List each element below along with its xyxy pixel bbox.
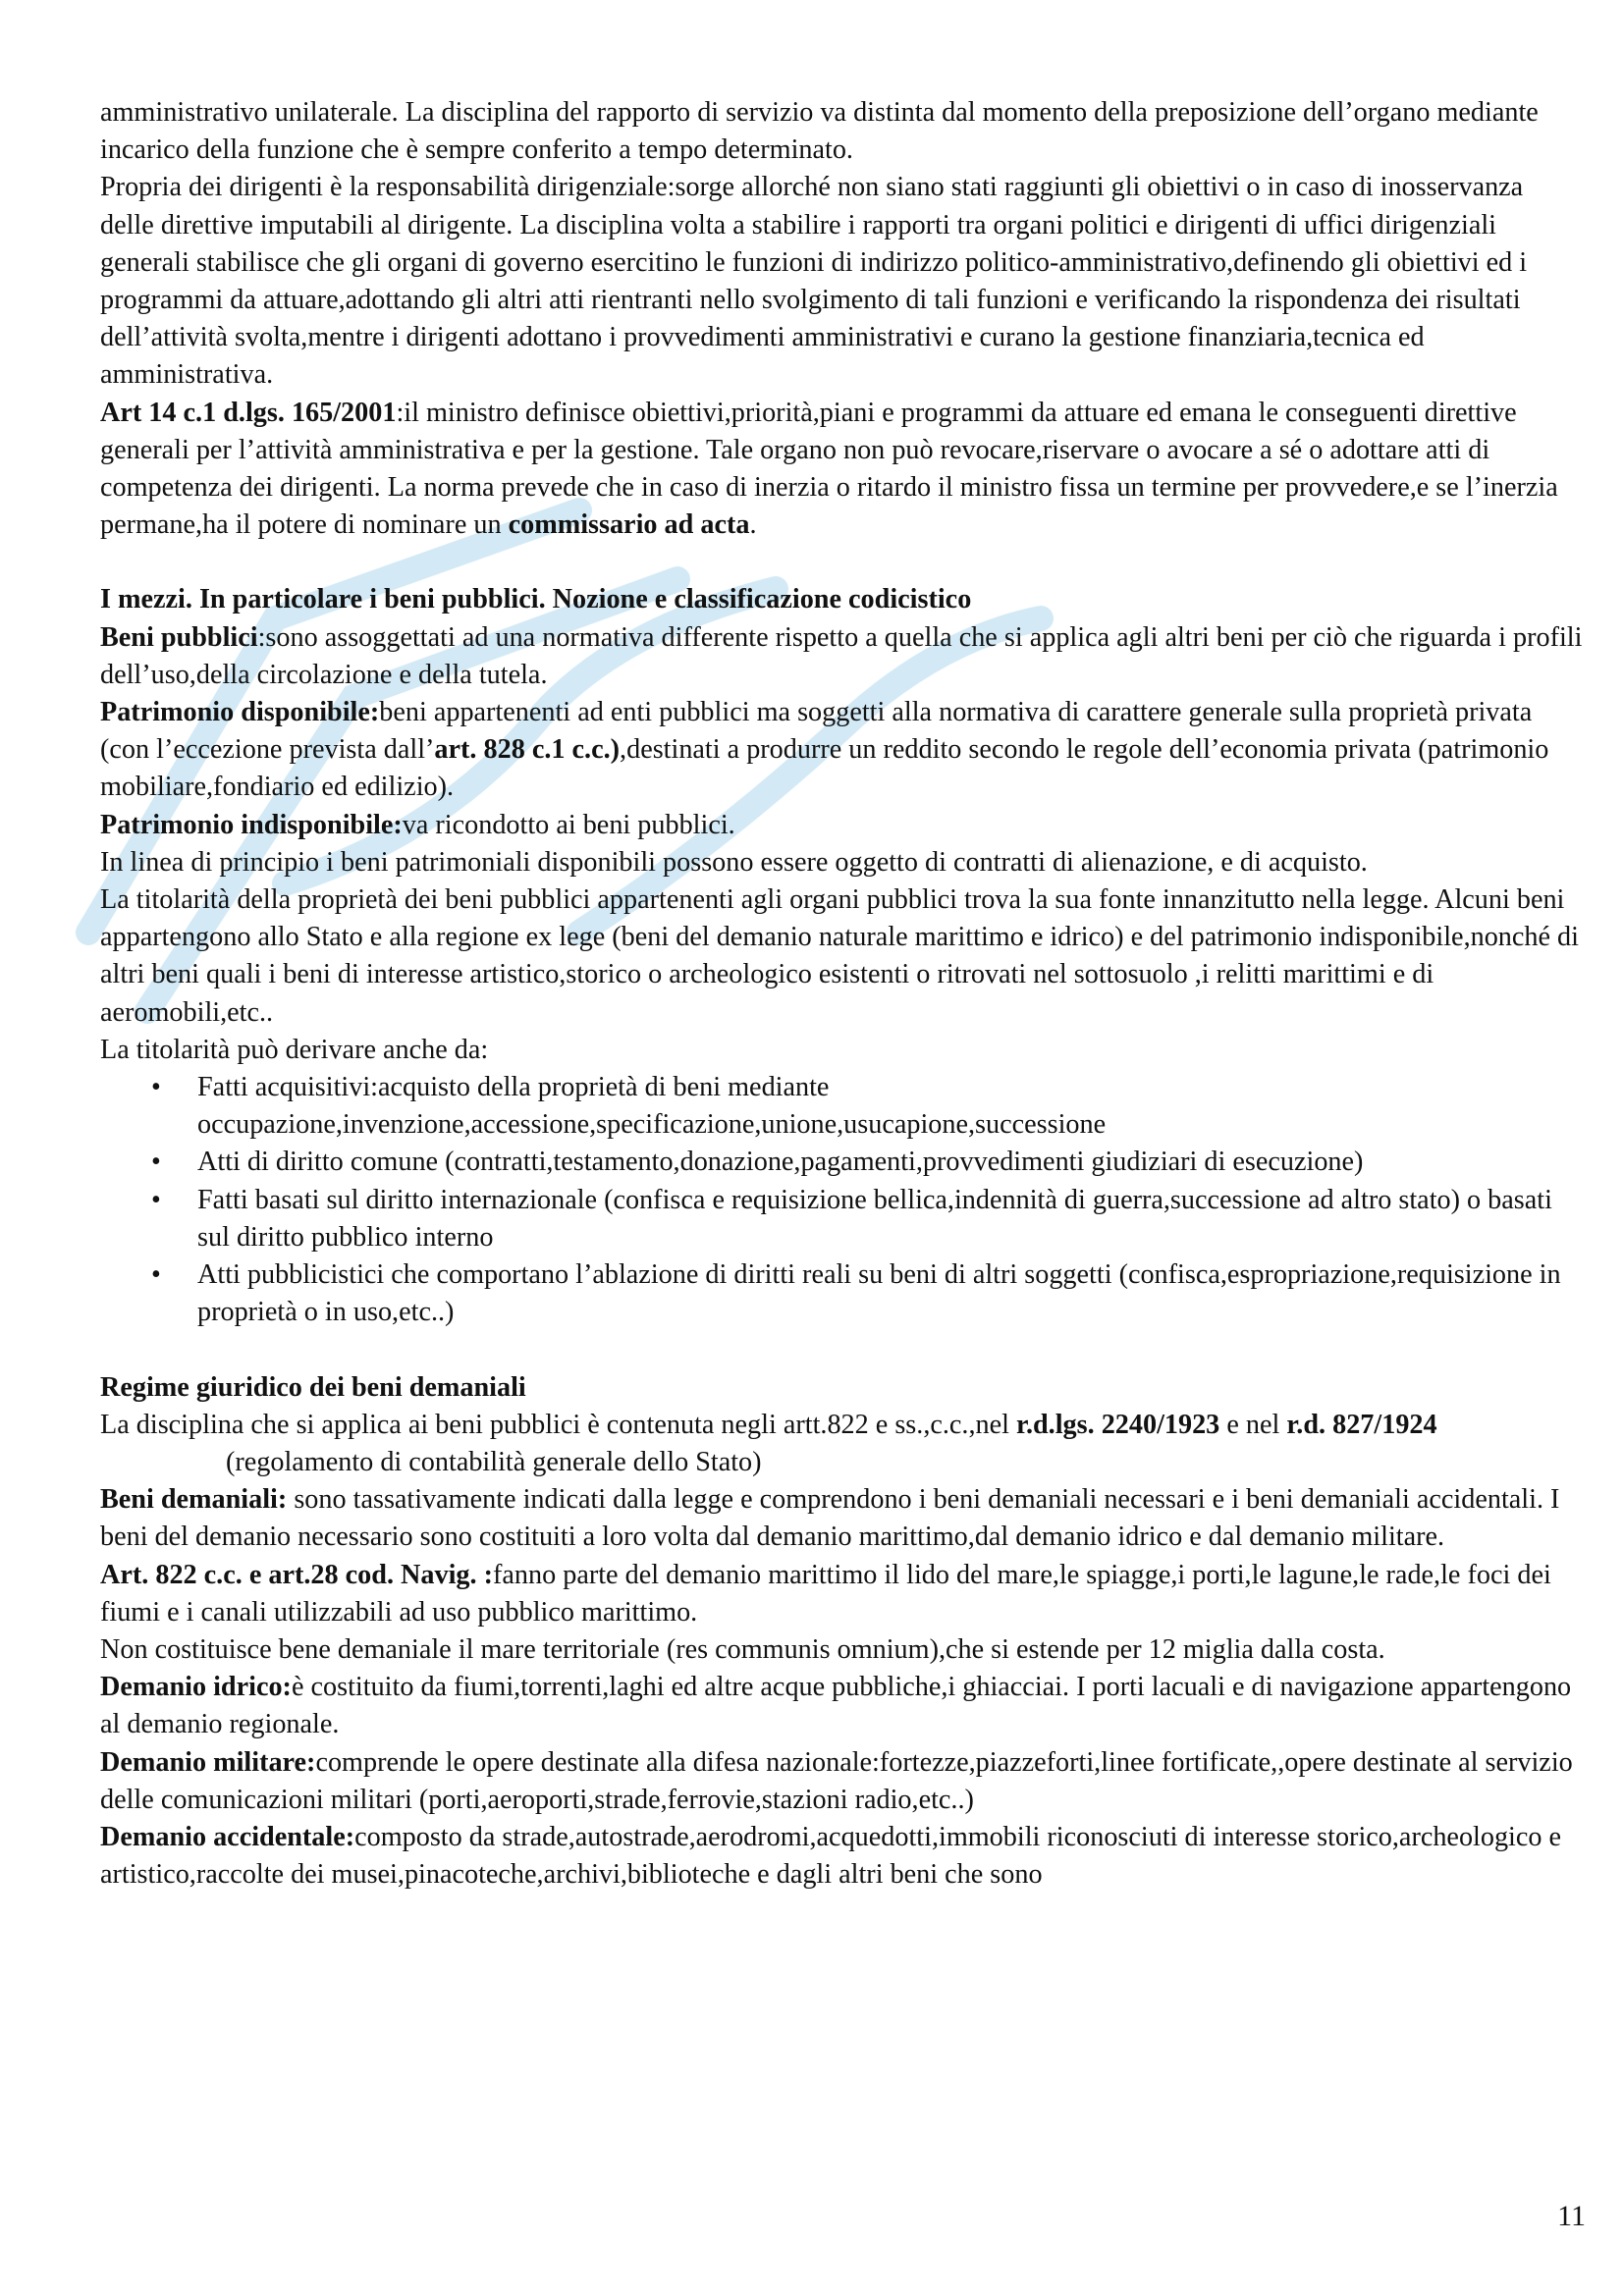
bullet-list	[100, 1069, 1583, 1331]
text-run: è costituito da fiumi,torrenti,laghi ed altre acque pubbliche,i ghiacciai. I porti lacuali e di navigazione appartengono al demanio regionale.	[100, 1672, 1572, 1740]
text-run: composto da strade,autostrade,aerodromi,acquedotti,immobili riconosciuti di interesse storico,archeologico e artistico,raccolte dei musei,pinacoteche,archivi,biblioteche e dagli altri beni che sono	[100, 1821, 1562, 1891]
paragraph	[100, 807, 1583, 844]
bold-text: Art 14 c.1 d.lgs. 165/2001	[100, 397, 397, 428]
paragraph	[100, 1631, 1583, 1669]
text-run: Non costituisce bene demaniale il mare territoriale (res communis omnium),che si estende per 12 miglia dalla costa.	[100, 1633, 1385, 1665]
bold-text: r.d. 827/1924	[1286, 1409, 1437, 1440]
text-run: Propria dei dirigenti è la responsabilità dirigenziale:sorge allorché non siano stati raggiunti gli obiettivi o in caso di inosservanza delle direttive imputabili al dirigente. La disciplina volta a stabilire i rapporti tra organi politici e dirigenti di uffici dirigenziali generali stabilisce che gli organi di governo esercitino le funzioni di indirizzo politico-amministrativo,definendo gli obiettivi ed i programmi da attuare,adottando gli altri atti rientranti nello svolgimento di tali funzioni e verificando la rispondenza dei risultati dell’attività svolta,mentre i dirigenti adottano i provvedimenti amministrativi e curano la gestione finanziaria,tecnica ed amministrativa.	[100, 172, 1528, 391]
section-heading	[100, 1369, 1583, 1407]
section-heading	[100, 581, 1583, 618]
paragraph	[100, 1407, 1583, 1481]
text-run: La titolarità della proprietà dei beni pubblici appartenenti agli organi pubblici trova la sua fonte innanzitutto nella legge. Alcuni beni appartengono allo Stato e alla regione ex lege (beni del demanio naturale marittimo e idrico) e del patrimonio indisponibile,nonché di altri beni quali i beni di interesse artistico,storico o archeologico esistenti o ritrovati nel sottosuolo ,i relitti marittimi e di aeromobili,etc..	[100, 884, 1579, 1028]
bold-text: Beni pubblici	[100, 621, 258, 653]
page-body	[100, 94, 1583, 1894]
paragraph	[100, 844, 1583, 881]
bold-text: Demanio militare:	[100, 1746, 316, 1778]
paragraph	[100, 395, 1583, 545]
list-item: • Atti di diritto comune (contratti,testamento,donazione,pagamenti,provvedimenti giudiziari di esecuzione)	[100, 1144, 1583, 1181]
text-run: (regolamento di contabilità generale dello Stato)	[226, 1446, 762, 1477]
page-number: 11	[1557, 2200, 1586, 2232]
bold-text: Demanio accidentale:	[100, 1821, 355, 1852]
bold-text: Demanio idrico:	[100, 1672, 292, 1703]
text-run: amministrativo unilaterale. La disciplina del rapporto di servizio va distinta dal momento della preposizione dell’organo mediante incarico della funzione che è sempre conferito a tempo determinato.	[100, 97, 1539, 166]
bold-text: r.d.lgs. 2240/1923	[1016, 1409, 1220, 1440]
list-item: • Fatti acquisitivi:acquisto della proprietà di beni mediante occupazione,invenzione,accessione,specificazione,unione,usucapione,successione	[100, 1069, 1583, 1144]
text-run: In linea di principio i beni patrimoniali disponibili possono essere oggetto di contratti di alienazione, e di acquisto.	[100, 846, 1368, 878]
paragraph	[100, 1557, 1583, 1631]
list-item: • Fatti basati sul diritto internazionale (confisca e requisizione bellica,indennità di guerra,successione ad altro stato) o basati sul diritto pubblico interno	[100, 1182, 1583, 1256]
bold-text: Patrimonio indisponibile:	[100, 809, 403, 840]
bold-text: Beni demaniali:	[100, 1484, 288, 1516]
list-item: • Atti pubblicistici che comportano l’ablazione di diritti reali su beni di altri soggetti (confisca,espropriazione,requisizione in proprietà o in uso,etc..)	[100, 1256, 1583, 1331]
paragraph	[100, 1481, 1583, 1556]
bold-text: Patrimonio disponibile:	[100, 697, 380, 728]
paragraph	[100, 619, 1583, 694]
text-run: e nel	[1219, 1409, 1287, 1440]
text-run: La disciplina che si applica ai beni pubblici è contenuta negli artt.822 e ss.,c.c.,nel	[100, 1409, 1017, 1440]
text-run: .	[749, 509, 757, 541]
paragraph	[100, 94, 1583, 169]
paragraph	[100, 1669, 1583, 1743]
text-run: :il ministro definisce obiettivi,priorità,piani e programmi da attuare ed emana le conseguenti direttive generali per l’attività amministrativa e per la gestione. Tale organo non può revocare,riservare o avocare a sé o adottare atti di competenza dei dirigenti. La norma prevede che in caso di inerzia o ritardo il ministro fissa un termine per provvedere,e se l’inerzia permane,ha il potere di nominare un	[100, 397, 1558, 541]
bold-text: art. 828 c.1 c.c.)	[434, 734, 621, 766]
text-run: comprende le opere destinate alla difesa nazionale:fortezze,piazzeforti,linee fortificate,,opere destinate al servizio delle comunicazioni militari (porti,aeroporti,strade,ferrovie,stazioni radio,etc..)	[100, 1746, 1573, 1815]
paragraph	[100, 694, 1583, 807]
paragraph	[100, 1032, 1583, 1069]
text-run: sono tassativamente indicati dalla legge e comprendono i beni demaniali necessari e i beni demaniali accidentali. I beni del demanio necessario sono costituiti a loro volta dal demanio marittimo,dal demanio idrico e dal demanio militare.	[100, 1484, 1560, 1553]
text-run: La titolarità può derivare anche da:	[100, 1034, 489, 1065]
bold-text: I mezzi. In particolare i beni pubblici. Nozione e classificazione codicistico	[100, 584, 972, 615]
paragraph	[100, 169, 1583, 394]
text-run: ,destinati a produrre un reddito secondo le regole dell’economia privata (patrimonio mobiliare,fondiario ed edilizio).	[100, 734, 1549, 803]
bold-text: commissario ad acta	[508, 509, 750, 541]
text-run: fanno parte del demanio marittimo il lido del mare,le spiagge,i porti,le lagune,le rade,le foci dei fiumi e i canali utilizzabili ad uso pubblico marittimo.	[100, 1559, 1551, 1628]
paragraph	[100, 1744, 1583, 1819]
text-run: va ricondotto ai beni pubblici.	[402, 809, 735, 840]
paragraph-spacer	[100, 544, 1583, 581]
paragraph	[100, 1819, 1583, 1894]
text-run: beni appartenenti ad enti pubblici ma soggetti alla normativa di carattere generale sulla proprietà privata (con l’eccezione prevista dall’	[100, 697, 1533, 766]
text-run: :sono assoggettati ad una normativa differente rispetto a quella che si applica agli altri beni per ciò che riguarda i profili dell’uso,della circolazione e della tutela.	[100, 621, 1583, 690]
paragraph-spacer	[100, 1332, 1583, 1369]
bold-text: Art. 822 c.c. e art.28 cod. Navig. :	[100, 1559, 493, 1590]
bold-text: Regime giuridico dei beni demaniali	[100, 1371, 526, 1403]
paragraph	[100, 881, 1583, 1032]
